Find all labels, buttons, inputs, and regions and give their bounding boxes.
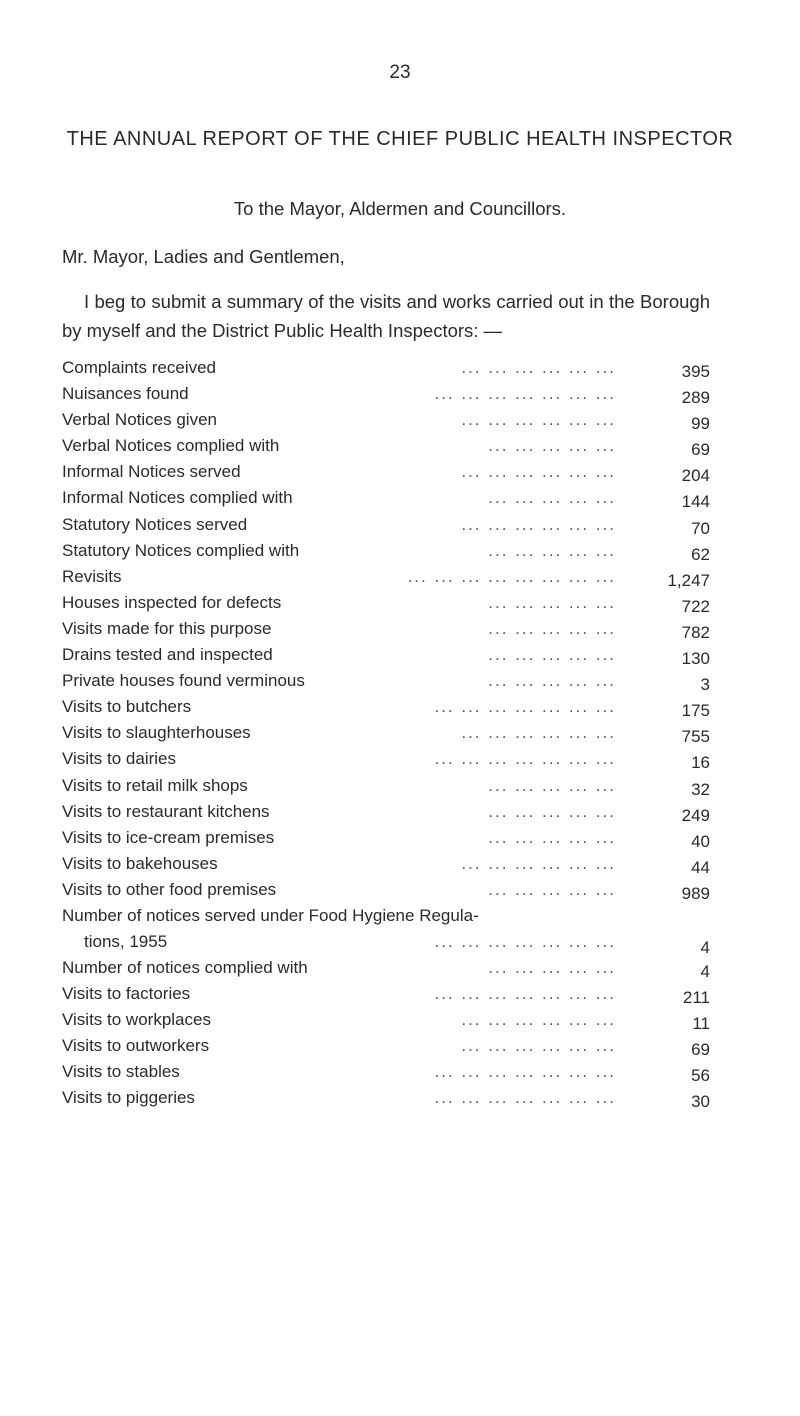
stat-label-continuation: tions, 1955 bbox=[84, 931, 168, 951]
stat-value: 4 bbox=[700, 961, 710, 981]
addressee-line: To the Mayor, Aldermen and Councillors. bbox=[233, 198, 567, 219]
stat-label: Statutory Notices served bbox=[62, 514, 248, 534]
stat-value: 11 bbox=[692, 1014, 710, 1034]
stat-label: Visits to dairies bbox=[62, 749, 177, 769]
leader-dots: ... ... ... ... ... ... ... bbox=[434, 384, 616, 404]
stat-label: Visits to ice-cream premises bbox=[62, 827, 275, 847]
stat-row bbox=[62, 1036, 712, 1062]
stat-label: Visits to bakehouses bbox=[62, 853, 218, 873]
stat-label: Nuisances found bbox=[62, 384, 189, 404]
stat-label: Visits to stables bbox=[62, 1062, 180, 1082]
stat-value: 69 bbox=[691, 1040, 710, 1060]
stat-row bbox=[62, 880, 712, 906]
leader-dots: ... ... ... ... ... ... ... bbox=[434, 1088, 616, 1108]
stat-row bbox=[62, 671, 712, 697]
stat-value: 989 bbox=[681, 883, 710, 903]
statistics-list bbox=[62, 358, 712, 1115]
stat-row bbox=[62, 984, 712, 1010]
stat-row bbox=[62, 749, 712, 775]
leader-dots: ... ... ... ... ... bbox=[488, 645, 616, 665]
leader-dots: ... ... ... ... ... bbox=[488, 671, 616, 691]
stat-label: Visits to piggeries bbox=[62, 1088, 195, 1108]
leader-dots: ... ... ... ... ... bbox=[488, 957, 616, 977]
stat-row bbox=[62, 515, 712, 541]
stat-label: Visits to factories bbox=[62, 984, 191, 1004]
leader-dots: ... ... ... ... ... bbox=[488, 540, 616, 560]
stat-row bbox=[62, 384, 712, 410]
stat-label: Visits to restaurant kitchens bbox=[62, 801, 270, 821]
stat-label: Informal Notices served bbox=[62, 462, 241, 482]
stat-label: Revisits bbox=[62, 566, 122, 586]
stat-row bbox=[62, 358, 712, 384]
stat-value: 99 bbox=[691, 414, 710, 434]
stat-label: Verbal Notices complied with bbox=[62, 436, 280, 456]
leader-dots: ... ... ... ... ... bbox=[488, 436, 616, 456]
stat-label: Private houses found verminous bbox=[62, 671, 305, 691]
leader-dots: ... ... ... ... ... bbox=[488, 488, 616, 508]
stat-label: Number of notices served under Food Hygiene Regula- bbox=[62, 905, 479, 925]
stat-value: 289 bbox=[681, 388, 710, 408]
leader-dots: ... ... ... ... ... ... ... bbox=[434, 1062, 616, 1082]
greeting-line: Mr. Mayor, Ladies and Gentlemen, bbox=[62, 246, 345, 267]
stat-value: 144 bbox=[681, 492, 710, 512]
stat-row bbox=[62, 958, 712, 984]
leader-dots: ... ... ... ... ... ... ... bbox=[434, 931, 616, 951]
stat-row bbox=[62, 593, 712, 619]
stat-row bbox=[62, 567, 712, 593]
stat-value: 722 bbox=[681, 596, 710, 616]
stat-value: 4 bbox=[700, 937, 710, 957]
stat-value: 395 bbox=[681, 362, 710, 381]
leader-dots: ... ... ... ... ... ... ... bbox=[434, 697, 616, 717]
stat-value: 32 bbox=[691, 779, 710, 799]
stat-value: 40 bbox=[691, 831, 710, 851]
stat-value: 69 bbox=[691, 440, 710, 460]
stat-row bbox=[62, 462, 712, 488]
stat-label: Visits to retail milk shops bbox=[62, 775, 248, 795]
leader-dots: ... ... ... ... ... ... bbox=[461, 514, 616, 534]
stat-row bbox=[62, 645, 712, 671]
leader-dots: ... ... ... ... ... ... bbox=[461, 853, 616, 873]
leader-dots: ... ... ... ... ... ... bbox=[461, 358, 616, 377]
stat-value: 16 bbox=[691, 753, 710, 773]
stat-label: Number of notices complied with bbox=[62, 957, 308, 977]
stat-row bbox=[62, 854, 712, 880]
stat-value: 30 bbox=[691, 1092, 710, 1112]
stat-row bbox=[62, 488, 712, 514]
stat-row bbox=[62, 1088, 712, 1114]
stat-row bbox=[62, 906, 712, 958]
leader-dots: ... ... ... ... ... bbox=[488, 592, 616, 612]
stat-row bbox=[62, 1062, 712, 1088]
report-title: THE ANNUAL REPORT OF THE CHIEF PUBLIC HEALTH INSPECTOR bbox=[66, 128, 734, 150]
stat-value: 204 bbox=[681, 466, 710, 486]
stat-row bbox=[62, 802, 712, 828]
leader-dots: ... ... ... ... ... ... ... bbox=[434, 984, 616, 1004]
stat-label: Visits to other food premises bbox=[62, 879, 277, 899]
stat-value: 70 bbox=[691, 518, 710, 538]
leader-dots: ... ... ... ... ... ... bbox=[461, 723, 616, 743]
stat-row bbox=[62, 541, 712, 567]
stat-label: Complaints received bbox=[62, 358, 217, 377]
leader-dots: ... ... ... ... ... ... bbox=[461, 410, 616, 430]
intro-paragraph: I beg to submit a summary of the visits and works carried out in the Borough by myself and the District Public Health Inspectors: — bbox=[62, 291, 710, 341]
stat-label: Visits to butchers bbox=[62, 697, 192, 717]
stat-label: Visits to slaughterhouses bbox=[62, 723, 251, 743]
stat-value: 175 bbox=[681, 701, 710, 721]
stat-row bbox=[62, 1010, 712, 1036]
stat-label: Houses inspected for defects bbox=[62, 592, 282, 612]
stat-value: 211 bbox=[682, 988, 710, 1008]
stat-label: Statutory Notices complied with bbox=[62, 540, 300, 560]
leader-dots: ... ... ... ... ... ... bbox=[461, 1036, 616, 1056]
stat-row bbox=[62, 776, 712, 802]
leader-dots: ... ... ... ... ... bbox=[488, 775, 616, 795]
stat-value: 249 bbox=[681, 805, 710, 825]
stat-value: 44 bbox=[691, 857, 710, 877]
stat-value: 62 bbox=[691, 544, 710, 564]
stat-row bbox=[62, 697, 712, 723]
leader-dots: ... ... ... ... ... ... ... bbox=[434, 749, 616, 769]
leader-dots: ... ... ... ... ... ... ... ... bbox=[407, 566, 616, 586]
stat-row bbox=[62, 410, 712, 436]
stat-value: 1,247 bbox=[667, 570, 710, 590]
stat-label: Visits made for this purpose bbox=[62, 618, 272, 638]
stat-label: Informal Notices complied with bbox=[62, 488, 293, 508]
leader-dots: ... ... ... ... ... bbox=[488, 801, 616, 821]
stat-value: 3 bbox=[700, 675, 710, 695]
leader-dots: ... ... ... ... ... bbox=[488, 827, 616, 847]
stat-value: 755 bbox=[681, 727, 710, 747]
stat-label: Verbal Notices given bbox=[62, 410, 217, 430]
stat-label: Visits to outworkers bbox=[62, 1036, 210, 1056]
leader-dots: ... ... ... ... ... ... bbox=[461, 462, 616, 482]
page-number: 23 bbox=[389, 62, 411, 83]
stat-row bbox=[62, 723, 712, 749]
stat-row bbox=[62, 828, 712, 854]
stat-row bbox=[62, 436, 712, 462]
leader-dots: ... ... ... ... ... bbox=[488, 879, 616, 899]
stat-row bbox=[62, 619, 712, 645]
leader-dots: ... ... ... ... ... bbox=[488, 618, 616, 638]
stat-value: 130 bbox=[681, 649, 710, 669]
leader-dots: ... ... ... ... ... ... bbox=[461, 1010, 616, 1030]
stat-label: Visits to workplaces bbox=[62, 1010, 211, 1030]
stat-value: 56 bbox=[691, 1066, 710, 1086]
stat-value: 782 bbox=[681, 622, 710, 642]
stat-label: Drains tested and inspected bbox=[62, 645, 273, 665]
